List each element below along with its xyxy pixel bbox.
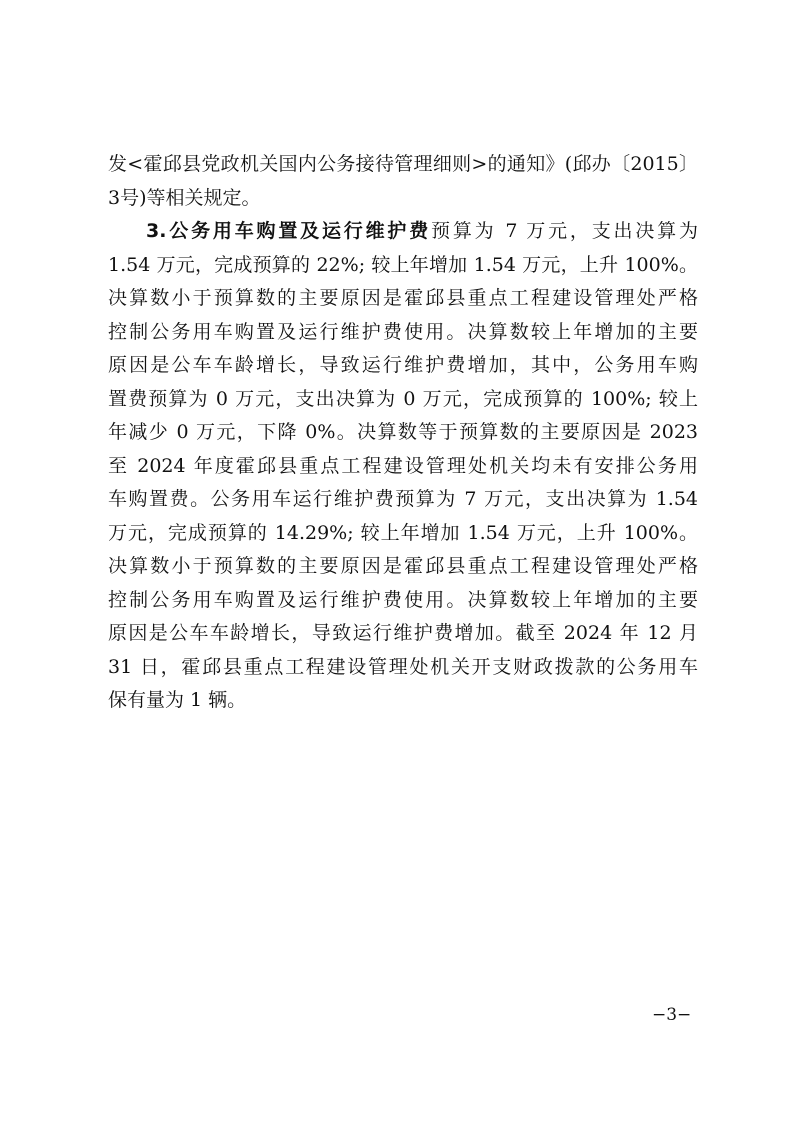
body-line: 置费预算为 0 万元，支出决算为 0 万元，完成预算的 100%; 较上 [108, 387, 698, 410]
body-line: 发<霍邱县党政机关国内公务接待管理细则>的通知》(邱办〔2015〕 [108, 153, 698, 175]
body-line: 至 2024 年度霍邱县重点工程建设管理处机关均未有安排公务用 [108, 454, 698, 477]
body-line: 年减少 0 万元，下降 0%。决算数等于预算数的主要原因是 2023 [108, 421, 698, 443]
section-heading: 3.公务用车购置及运行维护费 [146, 220, 432, 242]
body-line: 31 日，霍邱县重点工程建设管理处机关开支财政拨款的公务用车 [108, 655, 698, 678]
body-line: 车购置费。公务用车运行维护费预算为 7 万元，支出决算为 1.54 [108, 488, 698, 510]
section-paragraph-first-line [108, 215, 698, 249]
document-body [108, 148, 698, 718]
body-line: 保有量为 1 辆。 [108, 689, 247, 711]
body-line: 万元，完成预算的 14.29%; 较上年增加 1.54 万元，上升 100%。 [108, 521, 698, 544]
body-line: 原因是公车车龄增长，导致运行维护费增加。截至 2024 年 12 月 [108, 622, 698, 644]
body-line: 原因是公车车龄增长，导致运行维护费增加，其中，公务用车购 [108, 354, 698, 376]
body-line: 预算为 7 万元，支出决算为 [431, 220, 698, 242]
body-line: 决算数小于预算数的主要原因是霍邱县重点工程建设管理处严格 [108, 555, 698, 577]
body-line: 控制公务用车购置及运行维护费使用。决算数较上年增加的主要 [108, 588, 698, 611]
body-line: 1.54 万元，完成预算的 22%; 较上年增加 1.54 万元，上升 100%。 [108, 253, 698, 276]
body-line: 决算数小于预算数的主要原因是霍邱县重点工程建设管理处严格 [108, 287, 698, 309]
body-line: 3号)等相关规定。 [108, 186, 261, 209]
body-line: 控制公务用车购置及运行维护费使用。决算数较上年增加的主要 [108, 320, 698, 343]
page-number: −3− [652, 1005, 692, 1025]
